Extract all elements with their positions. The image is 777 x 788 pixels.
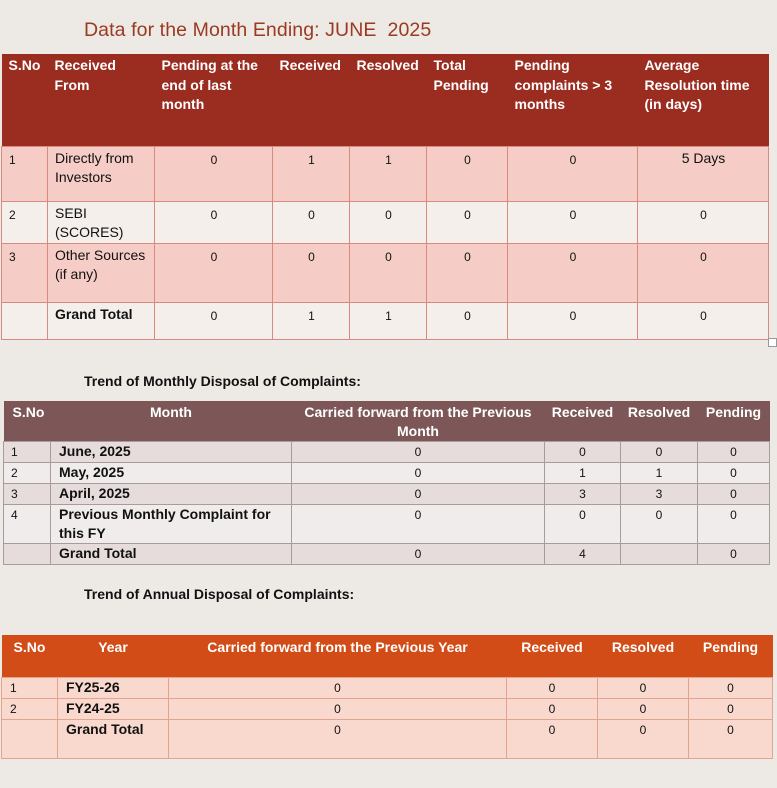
col-pending-3-months: Pending complaints > 3 months (508, 54, 638, 146)
cell-value: 0 (273, 201, 350, 243)
cell-month: June, 2025 (51, 442, 292, 463)
cell-value: 0 (638, 243, 769, 302)
cell-value: 1 (621, 463, 698, 484)
col-pending: Pending (698, 401, 770, 442)
cell-value: 0 (689, 719, 773, 758)
col-received-from: Received From (48, 54, 155, 146)
table-header-row (2, 635, 773, 677)
cell-value: 0 (545, 442, 621, 463)
cell-value: 5 Days (638, 146, 769, 201)
cell-value: 0 (638, 302, 769, 339)
col-resolved: Resolved (621, 401, 698, 442)
cell-year: FY25-26 (58, 677, 169, 698)
cell-value: 0 (427, 302, 508, 339)
cell-year: Grand Total (58, 719, 169, 758)
cell-value (621, 544, 698, 565)
cell-value: 0 (292, 484, 545, 505)
cell-sno (2, 302, 48, 339)
monthly-complaints-table (1, 54, 769, 340)
cell-value: 0 (292, 544, 545, 565)
annual-trend-title: Trend of Annual Disposal of Complaints: (84, 586, 355, 602)
cell-value: 0 (621, 442, 698, 463)
annual-trend-table (1, 635, 773, 759)
page-title: Data for the Month Ending: JUNE 2025 (84, 19, 432, 41)
cell-sno: 3 (2, 243, 48, 302)
col-received: Received (545, 401, 621, 442)
table-row (2, 677, 773, 698)
col-sno: S.No (4, 401, 51, 442)
cell-value: 0 (638, 201, 769, 243)
cell-value: 0 (508, 243, 638, 302)
cell-value: 0 (507, 698, 598, 719)
col-resolved: Resolved (350, 54, 427, 146)
cell-month: Previous Monthly Complaint for this FY (51, 505, 292, 544)
cell-sno: 2 (2, 201, 48, 243)
cell-value: 0 (698, 463, 770, 484)
cell-value: 0 (350, 243, 427, 302)
cell-value: 0 (507, 719, 598, 758)
cell-value: 0 (508, 201, 638, 243)
monthly-trend-table (3, 401, 770, 565)
cell-value: 3 (545, 484, 621, 505)
cell-sno (4, 544, 51, 565)
table-header-row (2, 54, 769, 146)
cell-value: 1 (350, 302, 427, 339)
cell-value: 0 (155, 243, 273, 302)
cell-month: Grand Total (51, 544, 292, 565)
cell-source: Directly from Investors (48, 146, 155, 201)
cell-value: 0 (698, 442, 770, 463)
cell-value: 0 (698, 505, 770, 544)
table-header-row (4, 401, 770, 442)
cell-value: 0 (508, 146, 638, 201)
cell-value: 4 (545, 544, 621, 565)
cell-sno: 2 (4, 463, 51, 484)
cell-sno: 2 (2, 698, 58, 719)
table-row (4, 442, 770, 463)
table-row (2, 243, 769, 302)
cell-value: 0 (292, 505, 545, 544)
col-sno: S.No (2, 635, 58, 677)
cell-value: 0 (689, 698, 773, 719)
table-row-grand-total (2, 302, 769, 339)
cell-value: 0 (598, 719, 689, 758)
col-carried-forward: Carried forward from the Previous Month (292, 401, 545, 442)
cell-sno: 3 (4, 484, 51, 505)
cell-value: 1 (350, 146, 427, 201)
cell-value: 0 (169, 698, 507, 719)
cell-value: 0 (169, 719, 507, 758)
cell-sno: 1 (2, 146, 48, 201)
cell-sno: 1 (4, 442, 51, 463)
cell-sno: 4 (4, 505, 51, 544)
cell-month: May, 2025 (51, 463, 292, 484)
cell-value: 1 (273, 302, 350, 339)
cell-value: 0 (155, 302, 273, 339)
cell-value: 1 (273, 146, 350, 201)
table-row (4, 505, 770, 544)
monthly-trend-title: Trend of Monthly Disposal of Complaints: (84, 373, 361, 389)
col-total-pending: Total Pending (427, 54, 508, 146)
cell-value: 0 (427, 243, 508, 302)
cell-value: 0 (350, 201, 427, 243)
cell-value: 0 (273, 243, 350, 302)
col-received: Received (507, 635, 598, 677)
cell-value: 0 (155, 146, 273, 201)
cell-source: SEBI (SCORES) (48, 201, 155, 243)
cell-month: April, 2025 (51, 484, 292, 505)
col-resolved: Resolved (598, 635, 689, 677)
table-row (2, 146, 769, 201)
table-row (4, 484, 770, 505)
cell-value: 0 (689, 677, 773, 698)
cell-value: 3 (621, 484, 698, 505)
cell-sno: 1 (2, 677, 58, 698)
col-month: Month (51, 401, 292, 442)
table-row (2, 201, 769, 243)
table-row-grand-total (2, 719, 773, 758)
cell-value: 0 (292, 442, 545, 463)
col-received: Received (273, 54, 350, 146)
cell-sno (2, 719, 58, 758)
cell-value: 0 (508, 302, 638, 339)
cell-value: 0 (598, 677, 689, 698)
cell-source: Grand Total (48, 302, 155, 339)
resize-handle[interactable] (768, 338, 777, 347)
cell-value: 0 (169, 677, 507, 698)
table-row-grand-total (4, 544, 770, 565)
cell-year: FY24-25 (58, 698, 169, 719)
col-year: Year (58, 635, 169, 677)
cell-value: 0 (292, 463, 545, 484)
cell-value: 0 (545, 505, 621, 544)
table-row (2, 698, 773, 719)
cell-value: 0 (698, 484, 770, 505)
col-avg-resolution: Average Resolution time (in days) (638, 54, 769, 146)
cell-value: 0 (427, 201, 508, 243)
cell-value: 0 (155, 201, 273, 243)
cell-value: 0 (621, 505, 698, 544)
cell-value: 0 (598, 698, 689, 719)
col-carried-forward: Carried forward from the Previous Year (169, 635, 507, 677)
cell-source: Other Sources (if any) (48, 243, 155, 302)
table-row (4, 463, 770, 484)
cell-value: 0 (698, 544, 770, 565)
cell-value: 0 (507, 677, 598, 698)
cell-value: 0 (427, 146, 508, 201)
col-pending-last-month: Pending at the end of last month (155, 54, 273, 146)
col-pending: Pending (689, 635, 773, 677)
col-sno: S.No (2, 54, 48, 146)
cell-value: 1 (545, 463, 621, 484)
